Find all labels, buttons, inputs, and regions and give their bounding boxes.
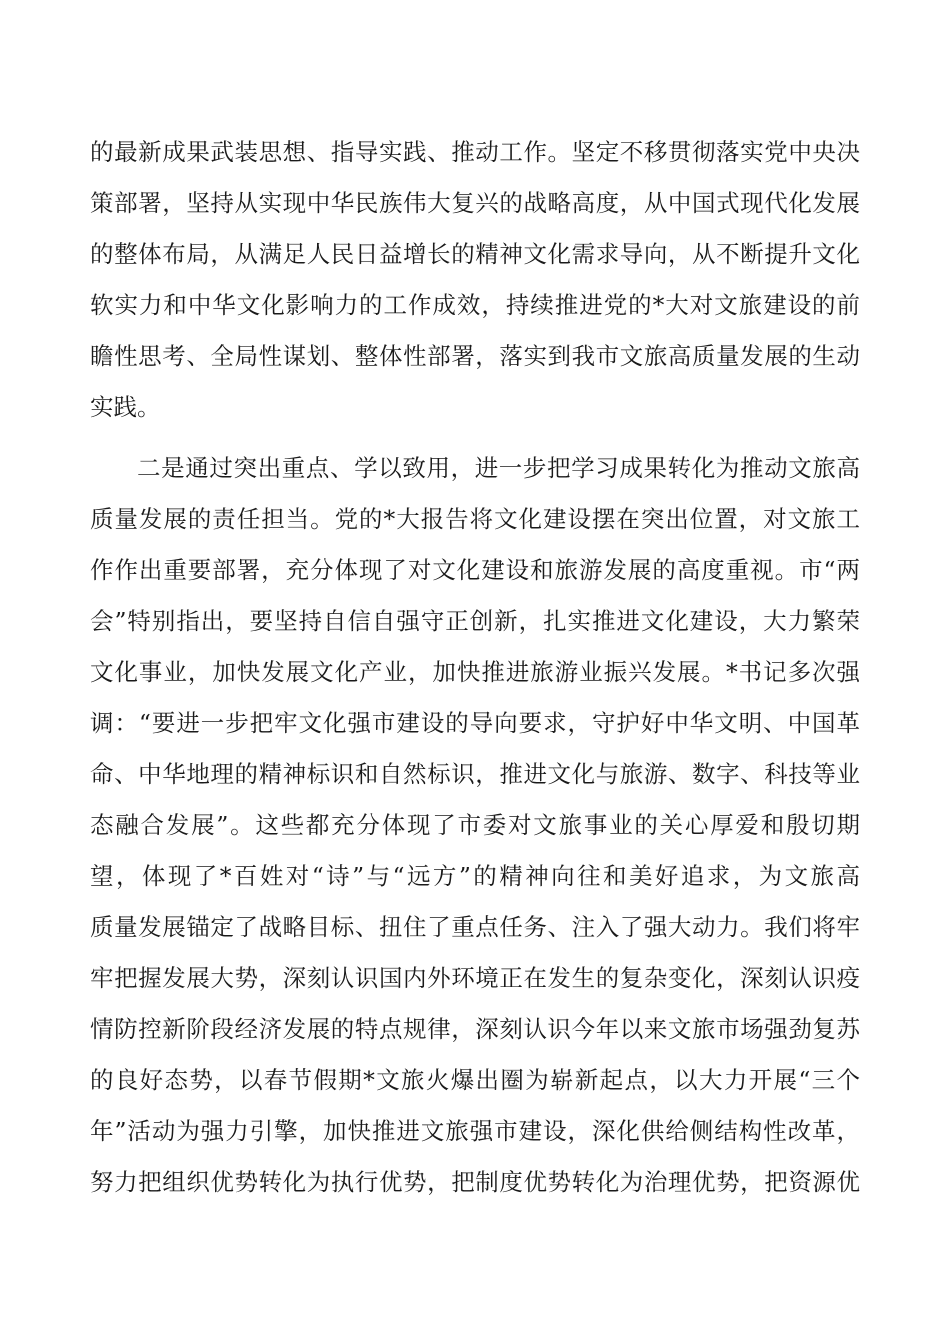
paragraph-1 xyxy=(90,127,860,433)
text-line: 文化事业，加快发展文化产业，加快推进旅游业振兴发展。*书记多次强 xyxy=(90,658,860,686)
text-line: 的整体布局，从满足人民日益增长的精神文化需求导向，从不断提升文化 xyxy=(90,240,860,268)
text-line: 策部署，坚持从实现中华民族伟大复兴的战略高度，从中国式现代化发展 xyxy=(90,189,860,217)
text-line: 瞻性思考、全局性谋划、整体性部署，落实到我市文旅高质量发展的生动 xyxy=(90,342,860,370)
text-line: 的最新成果武装思想、指导实践、推动工作。坚定不移贯彻落实党中央决 xyxy=(90,138,860,166)
text-line: 软实力和中华文化影响力的工作成效，持续推进党的*大对文旅建设的前 xyxy=(90,291,860,319)
text-line: 年”活动为强力引擎，加快推进文旅强市建设，深化供给侧结构性改革， xyxy=(90,1117,860,1145)
text-line: 的良好态势，以春节假期*文旅火爆出圈为崭新起点，以大力开展“三个 xyxy=(90,1066,860,1094)
text-line: 实践。 xyxy=(90,393,161,421)
text-line: 调：“要进一步把牢文化强市建设的导向要求，守护好中华文明、中国革 xyxy=(90,709,860,737)
text-line: 作作出重要部署，充分体现了对文化建设和旅游发展的高度重视。市“两 xyxy=(90,556,860,584)
text-line: 态融合发展”。这些都充分体现了市委对文旅事业的关心厚爱和殷切期 xyxy=(90,811,860,839)
text-line: 质量发展的责任担当。党的*大报告将文化建设摆在突出位置，对文旅工 xyxy=(90,505,860,533)
paragraph-gap xyxy=(90,433,860,443)
text-line: 情防控新阶段经济发展的特点规律，深刻认识今年以来文旅市场强劲复苏 xyxy=(90,1015,860,1043)
text-line: 牢把握发展大势，深刻认识国内外环境正在发生的复杂变化，深刻认识疫 xyxy=(90,964,860,992)
document-body xyxy=(90,127,860,1208)
paragraph-2 xyxy=(90,443,860,1208)
text-line: 质量发展锚定了战略目标、扭住了重点任务、注入了强大动力。我们将牢 xyxy=(90,913,860,941)
text-line: 望，体现了*百姓对“诗”与“远方”的精神向往和美好追求，为文旅高 xyxy=(90,862,860,890)
text-line: 会”特别指出，要坚持自信自强守正创新，扎实推进文化建设，大力繁荣 xyxy=(90,607,860,635)
text-line: 努力把组织优势转化为执行优势，把制度优势转化为治理优势，把资源优 xyxy=(90,1168,860,1196)
text-line: 命、中华地理的精神标识和自然标识，推进文化与旅游、数字、科技等业 xyxy=(90,760,860,788)
text-line: 二是通过突出重点、学以致用，进一步把学习成果转化为推动文旅高 xyxy=(137,454,860,482)
